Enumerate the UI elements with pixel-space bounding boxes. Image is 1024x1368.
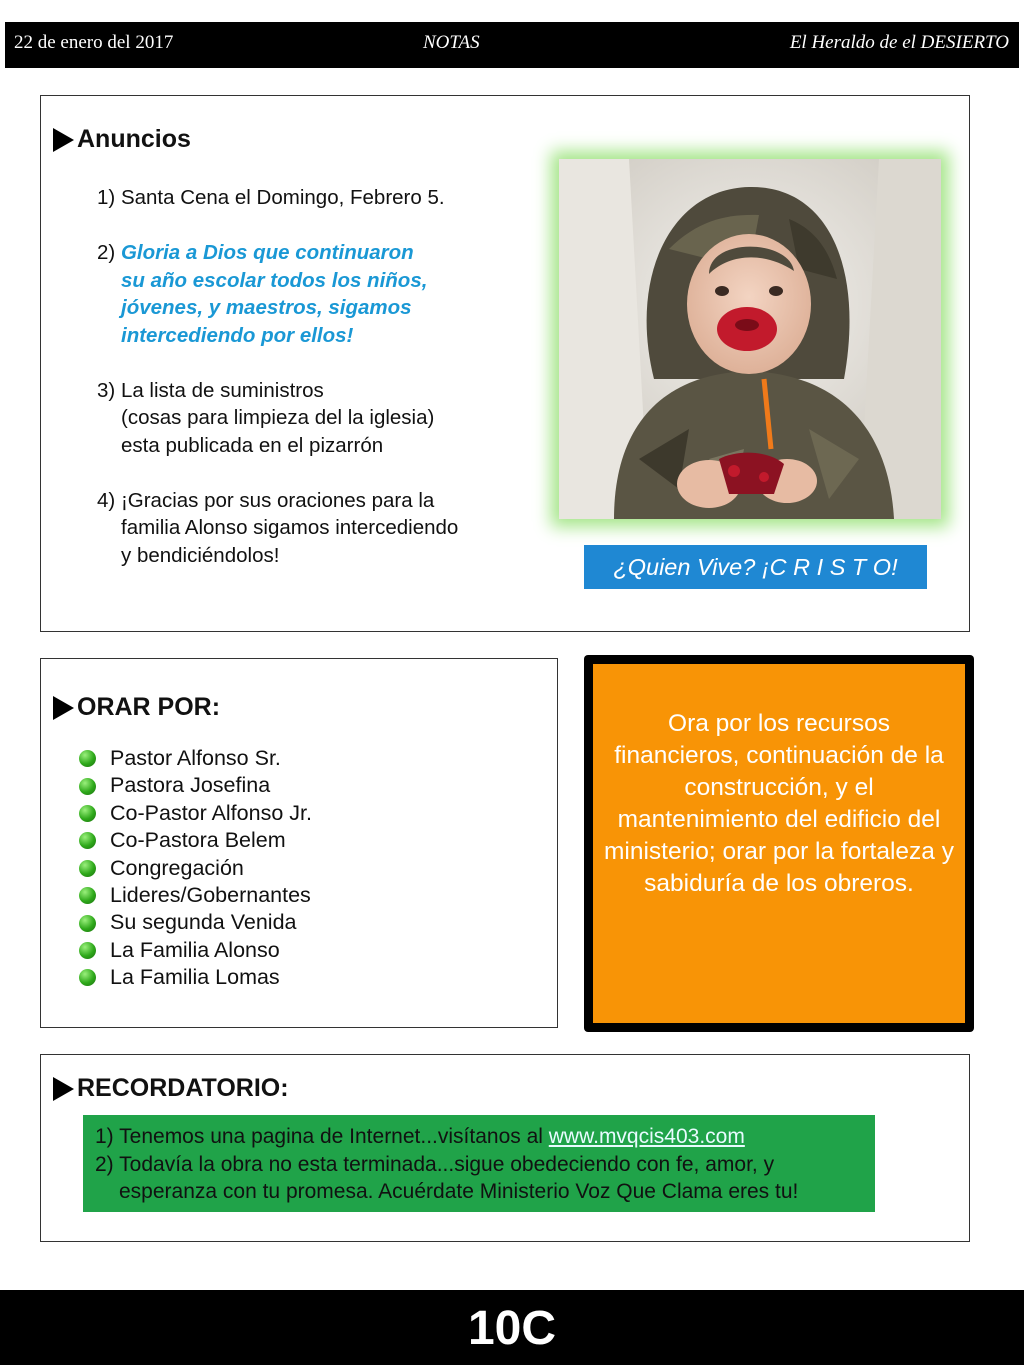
green-bullet-icon bbox=[79, 942, 96, 959]
orange-note-text: Ora por los recursos financieros, continuación de la construcción, y el mantenimiento del edificio del ministerio; orar por la fortaleza y sabiduría de los obreros. bbox=[593, 664, 965, 1023]
orar-item bbox=[79, 855, 312, 882]
orar-item-label: La Familia Lomas bbox=[110, 965, 280, 990]
orar-item-label: Pastor Alfonso Sr. bbox=[110, 746, 281, 770]
recordatorio-panel bbox=[40, 1054, 970, 1242]
green-bullet-icon bbox=[79, 887, 96, 904]
recordatorio-item-2 bbox=[95, 1151, 863, 1206]
green-bullet-icon bbox=[79, 778, 96, 795]
orar-item bbox=[79, 909, 312, 936]
header-date: 22 de enero del 2017 bbox=[14, 32, 174, 53]
recordatorio-text: Tenemos una pagina de Internet...visítanos al bbox=[119, 1125, 549, 1148]
orar-item bbox=[79, 800, 312, 827]
website-link[interactable]: www.mvqcis403.com bbox=[548, 1125, 745, 1148]
orar-item bbox=[79, 772, 312, 799]
anuncio-number: 1) bbox=[97, 186, 116, 209]
header-newspaper-name: El Heraldo de el DESIERTO bbox=[789, 32, 1009, 53]
recordatorio-number: 2) bbox=[95, 1152, 114, 1176]
recordatorio-text: Todavía la obra no esta terminada...sigue obedeciendo con fe, amor, y esperanza con tu promesa. Acuérdate Ministerio Voz Que Clama eres tu! bbox=[119, 1152, 799, 1203]
orar-item-label: Pastora Josefina bbox=[110, 773, 271, 798]
recordatorio-heading bbox=[53, 1074, 289, 1103]
orar-item bbox=[79, 827, 312, 854]
triangle-bullet-icon bbox=[53, 1077, 74, 1101]
anuncio-highlight-text: su año escolar todos los niños, bbox=[121, 268, 428, 292]
page-header bbox=[5, 22, 1019, 68]
anuncio-text: (cosas para limpieza del la iglesia) bbox=[121, 406, 435, 429]
green-bullet-icon bbox=[79, 969, 96, 986]
orar-heading bbox=[53, 693, 220, 722]
recordatorio-title: RECORDATORIO: bbox=[77, 1074, 289, 1102]
green-bullet-icon bbox=[79, 915, 96, 932]
orange-note-frame bbox=[584, 655, 974, 1032]
green-bullet-icon bbox=[79, 832, 96, 849]
anuncio-highlight-text: jóvenes, y maestros, sigamos bbox=[121, 296, 412, 319]
recordatorio-number: 1) bbox=[95, 1125, 114, 1148]
anuncio-text: La lista de suministros bbox=[120, 378, 324, 402]
anuncio-number: 2) bbox=[97, 241, 116, 264]
anuncio-highlight-text: Gloria a Dios que continuaron bbox=[120, 241, 414, 264]
anuncio-text: Santa Cena el Domingo, Febrero 5. bbox=[120, 186, 445, 209]
photo-caption: ¿Quien Vive? ¡C R I S T O! bbox=[584, 545, 927, 589]
anuncio-text: ¡Gracias por sus oraciones para la bbox=[120, 488, 435, 512]
child-photo-illustration bbox=[559, 159, 941, 519]
anuncios-heading bbox=[53, 125, 191, 154]
header-section: NOTAS bbox=[423, 32, 480, 53]
anuncio-text: y bendiciéndolos! bbox=[121, 543, 280, 567]
orar-panel bbox=[40, 658, 558, 1028]
anuncio-highlight-text: intercediendo por ellos! bbox=[121, 323, 354, 347]
child-photo bbox=[559, 159, 941, 519]
page-number: 10C bbox=[467, 1302, 557, 1355]
orar-item bbox=[79, 964, 312, 991]
page-footer bbox=[0, 1290, 1024, 1365]
orar-item-label: Co-Pastor Alfonso Jr. bbox=[110, 800, 312, 825]
orar-item-label: La Familia Alonso bbox=[110, 937, 280, 962]
orar-list bbox=[79, 745, 312, 992]
anuncio-text: esta publicada en el pizarrón bbox=[121, 433, 384, 457]
anuncio-number: 4) bbox=[97, 488, 116, 512]
orar-item-label: Co-Pastora Belem bbox=[110, 828, 286, 853]
anuncios-list bbox=[97, 184, 527, 597]
orar-item-label: Lideres/Gobernantes bbox=[110, 883, 311, 908]
anuncio-item-2 bbox=[97, 239, 527, 349]
green-bullet-icon bbox=[79, 805, 96, 822]
green-bullet-icon bbox=[79, 860, 96, 877]
recordatorio-item-1 bbox=[95, 1123, 863, 1151]
anuncio-number: 3) bbox=[97, 378, 116, 402]
orar-item bbox=[79, 745, 312, 772]
green-bullet-icon bbox=[79, 750, 96, 767]
anuncio-item-4 bbox=[97, 487, 527, 570]
orar-item bbox=[79, 937, 312, 964]
orar-item-label: Congregación bbox=[110, 855, 244, 880]
triangle-bullet-icon bbox=[53, 128, 74, 152]
anuncio-item-3 bbox=[97, 377, 527, 460]
orar-item-label: Su segunda Venida bbox=[110, 910, 297, 935]
anuncio-item-1 bbox=[97, 184, 527, 212]
anuncios-title: Anuncios bbox=[77, 125, 191, 153]
recordatorio-box bbox=[83, 1115, 875, 1212]
orar-title: ORAR POR: bbox=[77, 693, 221, 721]
orar-item bbox=[79, 882, 312, 909]
triangle-bullet-icon bbox=[53, 696, 74, 720]
anuncios-panel bbox=[40, 95, 970, 632]
anuncio-text: familia Alonso sigamos intercediendo bbox=[121, 516, 459, 539]
